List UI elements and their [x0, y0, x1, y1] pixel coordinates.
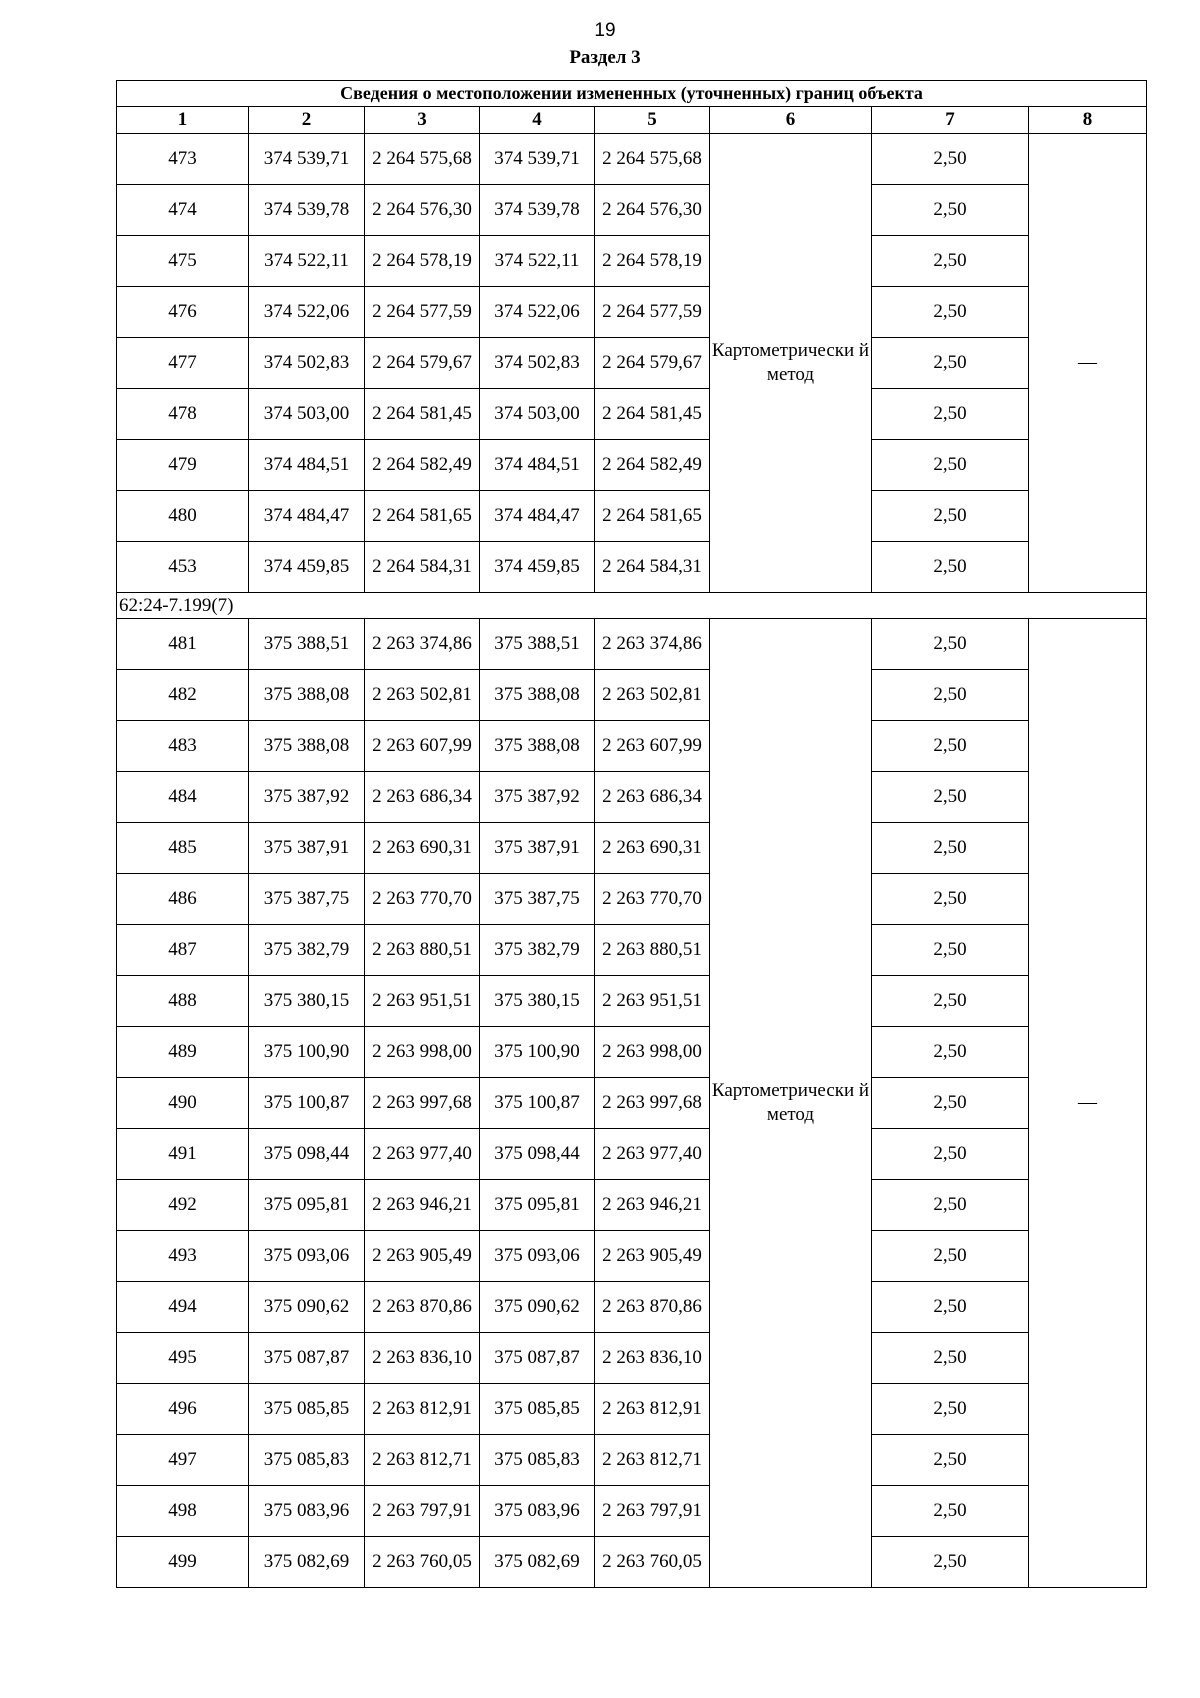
- x-old-cell: 374 539,78: [249, 185, 365, 236]
- x-old-cell: 375 098,44: [249, 1129, 365, 1180]
- y-new-cell: 2 263 374,86: [595, 619, 710, 670]
- table-row: [117, 1486, 1147, 1537]
- y-new-cell: 2 263 977,40: [595, 1129, 710, 1180]
- point-number-cell: 479: [117, 440, 249, 491]
- y-new-cell: 2 264 581,65: [595, 491, 710, 542]
- y-old-cell: 2 264 582,49: [365, 440, 480, 491]
- y-old-cell: 2 263 770,70: [365, 874, 480, 925]
- x-new-cell: 375 388,08: [480, 670, 595, 721]
- table-row: [117, 491, 1147, 542]
- point-number-cell: 473: [117, 134, 249, 185]
- x-new-cell: 375 387,92: [480, 772, 595, 823]
- x-old-cell: 374 484,47: [249, 491, 365, 542]
- table-row: [117, 1537, 1147, 1588]
- accuracy-cell: 2,50: [872, 823, 1029, 874]
- point-number-cell: 497: [117, 1435, 249, 1486]
- x-old-cell: 375 387,92: [249, 772, 365, 823]
- y-old-cell: 2 264 581,45: [365, 389, 480, 440]
- y-old-cell: 2 263 946,21: [365, 1180, 480, 1231]
- y-new-cell: 2 264 581,45: [595, 389, 710, 440]
- x-new-cell: 375 082,69: [480, 1537, 595, 1588]
- x-new-cell: 375 098,44: [480, 1129, 595, 1180]
- y-old-cell: 2 263 374,86: [365, 619, 480, 670]
- x-new-cell: 375 095,81: [480, 1180, 595, 1231]
- note-cell: —: [1029, 619, 1147, 1588]
- accuracy-cell: 2,50: [872, 389, 1029, 440]
- point-number-cell: 474: [117, 185, 249, 236]
- x-old-cell: 375 380,15: [249, 976, 365, 1027]
- column-header: 5: [595, 107, 710, 134]
- accuracy-cell: 2,50: [872, 491, 1029, 542]
- accuracy-cell: 2,50: [872, 874, 1029, 925]
- point-number-cell: 485: [117, 823, 249, 874]
- x-new-cell: 375 085,85: [480, 1384, 595, 1435]
- y-new-cell: 2 263 770,70: [595, 874, 710, 925]
- accuracy-cell: 2,50: [872, 619, 1029, 670]
- point-number-cell: 475: [117, 236, 249, 287]
- table-row: [117, 1129, 1147, 1180]
- x-old-cell: 375 100,87: [249, 1078, 365, 1129]
- x-new-cell: 374 539,78: [480, 185, 595, 236]
- x-old-cell: 375 087,87: [249, 1333, 365, 1384]
- x-new-cell: 375 085,83: [480, 1435, 595, 1486]
- y-old-cell: 2 263 607,99: [365, 721, 480, 772]
- x-old-cell: 375 100,90: [249, 1027, 365, 1078]
- point-number-cell: 499: [117, 1537, 249, 1588]
- accuracy-cell: 2,50: [872, 1129, 1029, 1180]
- y-old-cell: 2 263 997,68: [365, 1078, 480, 1129]
- accuracy-cell: 2,50: [872, 1231, 1029, 1282]
- table-row: [117, 1282, 1147, 1333]
- y-old-cell: 2 264 584,31: [365, 542, 480, 593]
- y-new-cell: 2 263 797,91: [595, 1486, 710, 1537]
- y-old-cell: 2 264 581,65: [365, 491, 480, 542]
- table-row: [117, 542, 1147, 593]
- y-new-cell: 2 264 584,31: [595, 542, 710, 593]
- table-row: [117, 823, 1147, 874]
- y-old-cell: 2 263 686,34: [365, 772, 480, 823]
- y-new-cell: 2 263 502,81: [595, 670, 710, 721]
- accuracy-cell: 2,50: [872, 236, 1029, 287]
- y-new-cell: 2 263 836,10: [595, 1333, 710, 1384]
- y-new-cell: 2 264 575,68: [595, 134, 710, 185]
- table-row: [117, 1231, 1147, 1282]
- point-number-cell: 490: [117, 1078, 249, 1129]
- accuracy-cell: 2,50: [872, 542, 1029, 593]
- x-old-cell: 374 459,85: [249, 542, 365, 593]
- y-new-cell: 2 263 607,99: [595, 721, 710, 772]
- accuracy-cell: 2,50: [872, 1180, 1029, 1231]
- y-new-cell: 2 263 951,51: [595, 976, 710, 1027]
- y-new-cell: 2 264 576,30: [595, 185, 710, 236]
- table-row: [117, 185, 1147, 236]
- x-old-cell: 375 387,75: [249, 874, 365, 925]
- y-old-cell: 2 263 760,05: [365, 1537, 480, 1588]
- y-new-cell: 2 263 870,86: [595, 1282, 710, 1333]
- point-number-cell: 492: [117, 1180, 249, 1231]
- x-new-cell: 374 459,85: [480, 542, 595, 593]
- x-new-cell: 375 387,75: [480, 874, 595, 925]
- accuracy-cell: 2,50: [872, 134, 1029, 185]
- x-new-cell: 374 484,51: [480, 440, 595, 491]
- point-number-cell: 494: [117, 1282, 249, 1333]
- accuracy-cell: 2,50: [872, 1384, 1029, 1435]
- x-old-cell: 374 522,06: [249, 287, 365, 338]
- point-number-cell: 478: [117, 389, 249, 440]
- table-row: [117, 134, 1147, 185]
- x-old-cell: 375 085,85: [249, 1384, 365, 1435]
- x-old-cell: 375 388,51: [249, 619, 365, 670]
- accuracy-cell: 2,50: [872, 440, 1029, 491]
- x-new-cell: 375 387,91: [480, 823, 595, 874]
- y-old-cell: 2 263 880,51: [365, 925, 480, 976]
- x-new-cell: 375 388,51: [480, 619, 595, 670]
- x-new-cell: 375 100,90: [480, 1027, 595, 1078]
- x-new-cell: 375 100,87: [480, 1078, 595, 1129]
- y-old-cell: 2 263 870,86: [365, 1282, 480, 1333]
- y-new-cell: 2 264 578,19: [595, 236, 710, 287]
- section-title: Раздел 3: [569, 47, 641, 68]
- method-cell: Картометрически й метод: [710, 134, 872, 593]
- accuracy-cell: 2,50: [872, 1078, 1029, 1129]
- point-number-cell: 484: [117, 772, 249, 823]
- table-row: [117, 287, 1147, 338]
- y-old-cell: 2 264 576,30: [365, 185, 480, 236]
- y-new-cell: 2 263 998,00: [595, 1027, 710, 1078]
- accuracy-cell: 2,50: [872, 1537, 1029, 1588]
- point-number-cell: 486: [117, 874, 249, 925]
- x-old-cell: 375 388,08: [249, 670, 365, 721]
- x-old-cell: 375 090,62: [249, 1282, 365, 1333]
- table-row: [117, 670, 1147, 721]
- x-new-cell: 374 484,47: [480, 491, 595, 542]
- point-number-cell: 483: [117, 721, 249, 772]
- accuracy-cell: 2,50: [872, 976, 1029, 1027]
- x-new-cell: 374 522,11: [480, 236, 595, 287]
- accuracy-cell: 2,50: [872, 772, 1029, 823]
- accuracy-cell: 2,50: [872, 721, 1029, 772]
- group-label: 62:24-7.199(7): [117, 593, 1147, 619]
- accuracy-cell: 2,50: [872, 1027, 1029, 1078]
- x-new-cell: 374 502,83: [480, 338, 595, 389]
- x-old-cell: 374 539,71: [249, 134, 365, 185]
- x-old-cell: 375 382,79: [249, 925, 365, 976]
- table-row: [117, 1078, 1147, 1129]
- accuracy-cell: 2,50: [872, 287, 1029, 338]
- accuracy-cell: 2,50: [872, 338, 1029, 389]
- x-new-cell: 375 083,96: [480, 1486, 595, 1537]
- table-row: [117, 440, 1147, 491]
- x-new-cell: 374 503,00: [480, 389, 595, 440]
- boundary-table: [116, 80, 1147, 1588]
- column-header: 6: [710, 107, 872, 134]
- x-new-cell: 375 093,06: [480, 1231, 595, 1282]
- x-new-cell: 374 539,71: [480, 134, 595, 185]
- y-old-cell: 2 263 905,49: [365, 1231, 480, 1282]
- x-old-cell: 375 085,83: [249, 1435, 365, 1486]
- table-row: [117, 772, 1147, 823]
- y-new-cell: 2 264 579,67: [595, 338, 710, 389]
- accuracy-cell: 2,50: [872, 925, 1029, 976]
- x-new-cell: 374 522,06: [480, 287, 595, 338]
- y-new-cell: 2 263 686,34: [595, 772, 710, 823]
- y-new-cell: 2 263 812,71: [595, 1435, 710, 1486]
- y-old-cell: 2 263 812,71: [365, 1435, 480, 1486]
- accuracy-cell: 2,50: [872, 185, 1029, 236]
- y-new-cell: 2 263 905,49: [595, 1231, 710, 1282]
- x-old-cell: 375 093,06: [249, 1231, 365, 1282]
- y-old-cell: 2 263 951,51: [365, 976, 480, 1027]
- table-row: [117, 1027, 1147, 1078]
- x-new-cell: 375 087,87: [480, 1333, 595, 1384]
- y-old-cell: 2 264 577,59: [365, 287, 480, 338]
- table-row: [117, 338, 1147, 389]
- point-number-cell: 476: [117, 287, 249, 338]
- table-row: [117, 976, 1147, 1027]
- column-header: 7: [872, 107, 1029, 134]
- x-old-cell: 375 082,69: [249, 1537, 365, 1588]
- column-header: 3: [365, 107, 480, 134]
- x-old-cell: 375 387,91: [249, 823, 365, 874]
- x-new-cell: 375 380,15: [480, 976, 595, 1027]
- point-number-cell: 453: [117, 542, 249, 593]
- point-number-cell: 491: [117, 1129, 249, 1180]
- point-number-cell: 498: [117, 1486, 249, 1537]
- y-new-cell: 2 263 946,21: [595, 1180, 710, 1231]
- y-old-cell: 2 263 502,81: [365, 670, 480, 721]
- accuracy-cell: 2,50: [872, 670, 1029, 721]
- y-old-cell: 2 263 797,91: [365, 1486, 480, 1537]
- x-new-cell: 375 388,08: [480, 721, 595, 772]
- point-number-cell: 489: [117, 1027, 249, 1078]
- table-row: [117, 1180, 1147, 1231]
- x-old-cell: 374 502,83: [249, 338, 365, 389]
- column-header: 8: [1029, 107, 1147, 134]
- y-new-cell: 2 263 812,91: [595, 1384, 710, 1435]
- table-row: [117, 925, 1147, 976]
- y-old-cell: 2 264 579,67: [365, 338, 480, 389]
- point-number-cell: 496: [117, 1384, 249, 1435]
- y-old-cell: 2 263 998,00: [365, 1027, 480, 1078]
- x-old-cell: 375 388,08: [249, 721, 365, 772]
- point-number-cell: 480: [117, 491, 249, 542]
- accuracy-cell: 2,50: [872, 1486, 1029, 1537]
- point-number-cell: 493: [117, 1231, 249, 1282]
- y-new-cell: 2 263 690,31: [595, 823, 710, 874]
- column-header: 2: [249, 107, 365, 134]
- x-new-cell: 375 382,79: [480, 925, 595, 976]
- table-row: [117, 1333, 1147, 1384]
- accuracy-cell: 2,50: [872, 1282, 1029, 1333]
- y-new-cell: 2 263 880,51: [595, 925, 710, 976]
- y-new-cell: 2 263 760,05: [595, 1537, 710, 1588]
- point-number-cell: 495: [117, 1333, 249, 1384]
- point-number-cell: 477: [117, 338, 249, 389]
- x-old-cell: 375 095,81: [249, 1180, 365, 1231]
- table-title: Сведения о местоположении измененных (уточненных) границ объекта: [117, 81, 1147, 107]
- note-cell: —: [1029, 134, 1147, 593]
- y-new-cell: 2 264 577,59: [595, 287, 710, 338]
- column-header: 4: [480, 107, 595, 134]
- point-number-cell: 482: [117, 670, 249, 721]
- table-row: [117, 236, 1147, 287]
- x-old-cell: 375 083,96: [249, 1486, 365, 1537]
- y-old-cell: 2 263 836,10: [365, 1333, 480, 1384]
- x-old-cell: 374 503,00: [249, 389, 365, 440]
- table-row: [117, 721, 1147, 772]
- table-row: [117, 619, 1147, 670]
- y-new-cell: 2 263 997,68: [595, 1078, 710, 1129]
- header-row: [117, 107, 1147, 134]
- y-new-cell: 2 264 582,49: [595, 440, 710, 491]
- point-number-cell: 481: [117, 619, 249, 670]
- y-old-cell: 2 263 690,31: [365, 823, 480, 874]
- point-number-cell: 488: [117, 976, 249, 1027]
- table-row: [117, 1384, 1147, 1435]
- x-new-cell: 375 090,62: [480, 1282, 595, 1333]
- y-old-cell: 2 263 977,40: [365, 1129, 480, 1180]
- x-old-cell: 374 522,11: [249, 236, 365, 287]
- table-row: [117, 1435, 1147, 1486]
- method-cell: Картометрически й метод: [710, 619, 872, 1588]
- table-row: [117, 389, 1147, 440]
- y-old-cell: 2 264 575,68: [365, 134, 480, 185]
- y-old-cell: 2 263 812,91: [365, 1384, 480, 1435]
- y-old-cell: 2 264 578,19: [365, 236, 480, 287]
- x-old-cell: 374 484,51: [249, 440, 365, 491]
- accuracy-cell: 2,50: [872, 1435, 1029, 1486]
- table-row: [117, 874, 1147, 925]
- column-header: 1: [117, 107, 249, 134]
- page-number: 19: [594, 20, 616, 41]
- point-number-cell: 487: [117, 925, 249, 976]
- accuracy-cell: 2,50: [872, 1333, 1029, 1384]
